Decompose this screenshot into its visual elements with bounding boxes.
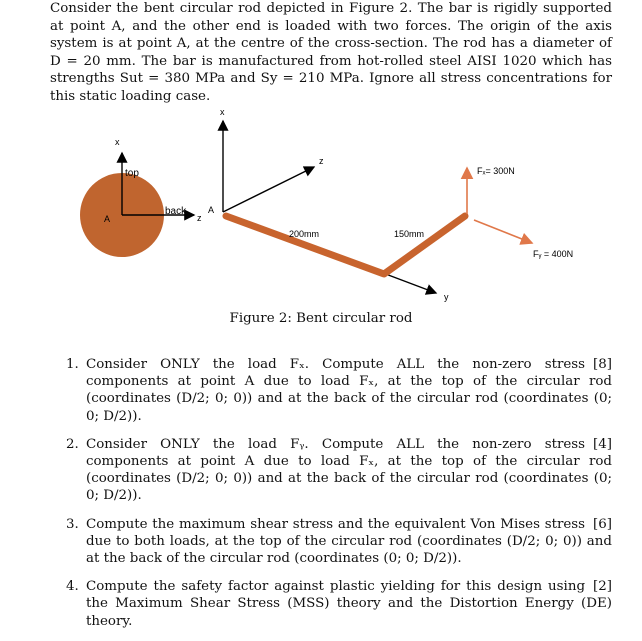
question-marks: [2]	[593, 579, 612, 595]
question-marks: [4]	[593, 436, 612, 452]
problem-intro: Consider the bent circular rod depicted in Figure 2. The bar is rigidly supported at point A, and the other end is loaded with two forces. The origin of the axis system is at point A, at the centre of the cross-section. The rod has a diameter of D = 20 mm. The bar is manufactured from hot-rolled steel AISI 1020 which has strengths Sut = 380 MPa and Sy = 210 MPa. Ignore all stress concentrations for this static loading case.	[50, 1, 612, 104]
question-3	[66, 516, 612, 568]
question-list	[66, 356, 612, 641]
rod-z-axis	[223, 167, 314, 212]
question-number: 3.	[66, 516, 79, 532]
section-top-label: top	[125, 168, 139, 179]
question-text: Consider ONLY the load Fᵧ. Compute ALL the non-zero stress components at point A due to load Fₓ, at the top of the circular rod (coordinates (D/2; 0; 0)) and at the back of the circular rod (coordinates (0; 0; D/2)).	[86, 436, 612, 504]
segment-150mm-label: 150mm	[394, 229, 425, 239]
force-x-label: Fₓ= 300N	[477, 166, 515, 176]
question-1	[66, 356, 612, 425]
rod-y-axis	[383, 273, 436, 293]
question-number: 1.	[66, 357, 79, 372]
force-y-arrow	[474, 220, 532, 243]
rod-y-label: y	[444, 292, 449, 302]
question-2	[66, 436, 612, 505]
section-z-label: z	[197, 213, 202, 223]
question-number: 2.	[66, 436, 79, 452]
rod-diagram	[208, 107, 573, 302]
question-text: Compute the maximum shear stress and the equivalent Von Mises stress due to both loads, at the top of the circular rod (coordinates (D/2; 0; 0)) and at the back of the circular rod (coordinates (0; 0; D/2)).	[86, 516, 612, 567]
bent-rod-figure	[0, 95, 642, 335]
figure-caption: Figure 2: Bent circular rod	[229, 311, 413, 326]
question-text: Consider ONLY the load Fₓ. Compute ALL the non-zero stress components at point A due to load Fₓ, at the top of the circular rod (coordinates (D/2; 0; 0)) and at the back of the circular rod (coordinates (0; 0; D/2)).	[86, 357, 612, 424]
segment-200mm-label: 200mm	[289, 229, 320, 239]
question-marks: [8]	[593, 357, 612, 372]
force-y-label: Fᵧ = 400N	[533, 249, 574, 259]
question-text: Compute the safety factor against plastic yielding for this design using the Maximum Shear Stress (MSS) theory and the Distortion Energy (DE) theory.	[86, 579, 612, 629]
question-4	[66, 578, 612, 630]
question-number: 4.	[66, 579, 79, 595]
rod-x-label: x	[220, 107, 225, 117]
section-point-a-label: A	[104, 214, 111, 224]
section-back-label: back	[165, 206, 187, 217]
rod-point-a-label: A	[208, 205, 215, 215]
question-marks: [6]	[593, 516, 612, 532]
bent-rod	[226, 216, 465, 274]
rod-z-label: z	[319, 156, 324, 166]
section-x-label: x	[115, 137, 120, 147]
cross-section-diagram	[80, 137, 202, 257]
